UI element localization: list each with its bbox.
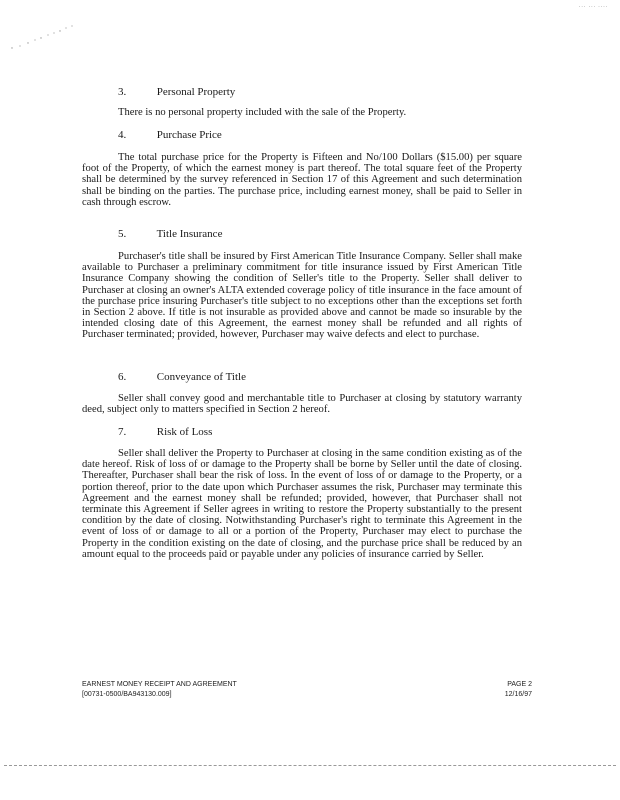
corner-mark: ··· ··· ···· [578, 4, 608, 10]
section-body: Seller shall deliver the Property to Purchaser at closing in the same condition existing as of the date hereof. Risk of loss of or damage to the Property shall be borne by Seller until the date of closing. Thereafter, Purchaser shall bear the risk of loss. In the event of loss of or damage to the Property, or a portion thereof, prior to the date upon which Purchaser assumes the risk, Purchaser may terminate this Agreement and the earnest money shall be refunded; provided, however, that Purchaser shall not terminate this Agreement if Seller agrees in writing to restore the Property substantially to the present condition by the date of closing. Notwithstanding Purchaser's right to terminate this Agreement in the event of loss of or damage to all or a portion of the Property, Purchaser may elect to purchase the Property in the condition existing on the date of closing, and the purchase price shall be reduced by an amount equal to the proceeds paid or payable under any policies of insurance carried by Seller. [82, 448, 522, 560]
section-body: Seller shall convey good and merchantable title to Purchaser at closing by statutory warranty deed, subject only to matters specified in Section 2 hereof. [82, 393, 522, 416]
section-heading [82, 371, 246, 384]
section-number: 4. [118, 129, 127, 141]
section-heading [82, 129, 222, 142]
footer-doc-id: [00731-0500/BA943130.009] [82, 691, 172, 698]
section-body-wrap [82, 107, 522, 118]
section-title: Title Insurance [156, 228, 223, 240]
section-number: 5. [118, 228, 127, 240]
footer-page-number: PAGE 2 [507, 681, 532, 688]
section-title: Conveyance of Title [156, 371, 246, 383]
section-title: Purchase Price [156, 129, 222, 141]
section-body-wrap [82, 393, 522, 415]
section-heading [82, 426, 212, 439]
section-number: 7. [118, 426, 127, 438]
section-title: Risk of Loss [156, 426, 213, 438]
section-body-wrap [82, 152, 522, 208]
section-body: There is no personal property included with the sale of the Property. [118, 107, 407, 118]
page-footer [82, 680, 532, 700]
section-body-wrap [82, 448, 522, 560]
section-body: Purchaser's title shall be insured by First American Title Insurance Company. Seller shall make available to Purchaser a preliminary commitment for title insurance issued by First American Title Insurance Company showing the condition of Seller's title to the Property. Seller shall deliver to Purchaser at closing an owner's ALTA extended coverage policy of title insurance in the face amount of the purchase price insuring Purchaser's title subject to no exceptions other than the exceptions set forth in Section 2 above. If title is not insurable as provided above and cannot be made so insurable by the intended closing date of this Agreement, the earnest money shall be refunded and all rights of Purchaser terminated; provided, however, Purchaser may waive defects and elect to purchase. [82, 251, 522, 341]
scan-speckle [8, 22, 78, 52]
section-body-wrap [82, 251, 522, 341]
footer-row-1 [82, 680, 532, 690]
scan-edge-line [4, 765, 616, 766]
section-body: The total purchase price for the Property is Fifteen and No/100 Dollars ($15.00) per square foot of the Property, of which the earnest money is part thereof. The total square feet of the Property shall be determined by the survey referenced in Section 17 of this Agreement and such determination shall be binding on the parties. The purchase price, including earnest money, shall be paid to Seller in cash through escrow. [82, 152, 522, 208]
footer-row-2 [82, 690, 532, 700]
section-number: 6. [118, 371, 127, 383]
section-heading [82, 86, 235, 99]
section-heading [82, 228, 222, 241]
section-number: 3. [118, 86, 127, 98]
footer-date: 12/16/97 [504, 691, 532, 698]
section-title: Personal Property [156, 86, 236, 98]
footer-doc-title: EARNEST MONEY RECEIPT AND AGREEMENT [82, 681, 237, 688]
